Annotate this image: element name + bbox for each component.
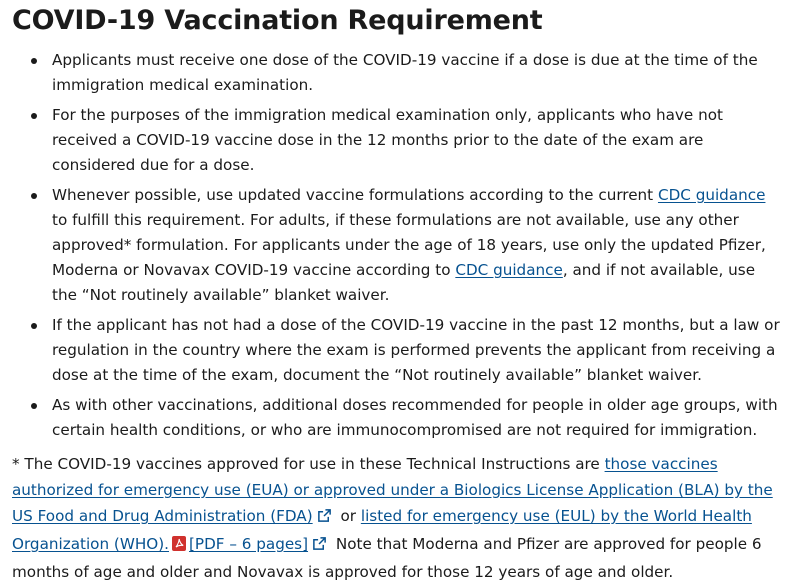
bullet-icon bbox=[31, 58, 37, 64]
list-item-text: Whenever possible, use updated vaccine formulations according to the current bbox=[52, 186, 658, 204]
list-item-text: For the purposes of the immigration medical examination only, applicants who have not received a COVID-19 vaccine dose in the 12 months prior to the date of the exam are considered due for a dose. bbox=[52, 106, 723, 174]
who-eul-link[interactable]: listed for emergency use (EUL) by the World Health Organization (WHO). bbox=[12, 507, 752, 553]
external-link-icon[interactable] bbox=[317, 505, 332, 531]
fda-vaccines-link[interactable]: those vaccines authorized for emergency use (EUA) or approved under a Biologics License Application (BLA) by the US Food and Drug Administration (FDA) bbox=[12, 455, 773, 525]
footnote-text: * The COVID-19 vaccines approved for use in these Technical Instructions are bbox=[12, 455, 605, 473]
cdc-guidance-link[interactable]: CDC guidance bbox=[455, 261, 563, 279]
list-item-text: to fulfill this requirement. For adults, if these formulations are not available, use any other approved* formulation. For applicants under the age of 18 years, use only the updated Pfizer, Moderna or Novavax COVID-19 vaccine according to bbox=[52, 211, 766, 279]
list-item bbox=[52, 103, 784, 178]
footnote-text: or bbox=[335, 507, 361, 525]
page-title: COVID-19 Vaccination Requirement bbox=[12, 5, 543, 36]
footnote bbox=[12, 451, 784, 585]
bullet-icon bbox=[31, 403, 37, 409]
list-item-text: Applicants must receive one dose of the COVID-19 vaccine if a dose is due at the time of the immigration medical examination. bbox=[52, 51, 758, 94]
pdf-file-icon bbox=[172, 533, 186, 559]
list-item bbox=[52, 183, 784, 308]
list-item-text: , and if not available, use the “Not routinely available” blanket waiver. bbox=[52, 261, 756, 304]
pdf-link[interactable]: [PDF – 6 pages] bbox=[189, 535, 309, 553]
list-item bbox=[52, 48, 784, 98]
list-item-text: As with other vaccinations, additional doses recommended for people in older age groups, with certain health conditions, or who are immunocompromised are not required for immigration. bbox=[52, 396, 778, 439]
list-item-text: If the applicant has not had a dose of the COVID-19 vaccine in the past 12 months, but a law or regulation in the country where the exam is performed prevents the applicant from receiving a dose at the time of the exam, document the “Not routinely available” blanket waiver. bbox=[52, 316, 780, 384]
list-item bbox=[52, 393, 784, 443]
footnote-text: Note that Moderna and Pfizer are approved for people 6 months of age and older and Novavax is approved for those 12 years of age and older. bbox=[12, 535, 762, 581]
cdc-guidance-link[interactable]: CDC guidance bbox=[657, 186, 766, 204]
requirements-list bbox=[12, 48, 784, 443]
bullet-icon bbox=[31, 323, 37, 329]
bullet-icon bbox=[31, 113, 37, 119]
external-link-icon[interactable] bbox=[312, 533, 327, 559]
bullet-icon bbox=[31, 193, 37, 199]
list-item bbox=[52, 313, 784, 388]
